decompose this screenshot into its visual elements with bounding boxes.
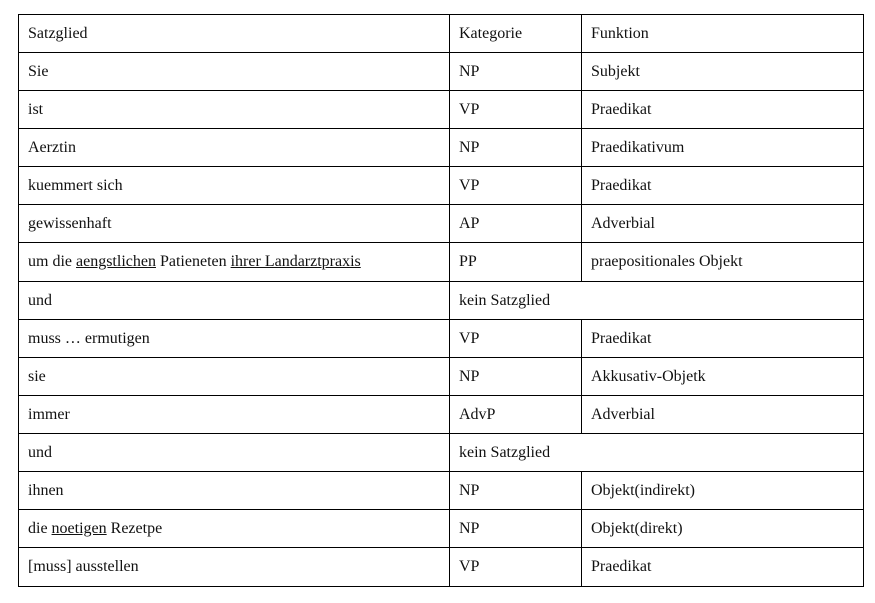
cell-kategorie: NP bbox=[450, 129, 582, 167]
cell-satzglied: kuemmert sich bbox=[19, 167, 450, 205]
header-row bbox=[19, 15, 864, 53]
underlined-segment: aengstlichen bbox=[76, 253, 156, 270]
cell-merged: kein Satzglied bbox=[450, 282, 864, 320]
cell-funktion: Adverbial bbox=[582, 396, 864, 434]
table-row bbox=[19, 243, 864, 282]
table-row bbox=[19, 358, 864, 396]
cell-funktion: Subjekt bbox=[582, 53, 864, 91]
cell-kategorie: AP bbox=[450, 205, 582, 243]
cell-funktion: Praedikat bbox=[582, 320, 864, 358]
underlined-segment: ihrer Landarztpraxis bbox=[230, 253, 361, 270]
text-segment: Patieneten bbox=[155, 253, 231, 270]
table-row bbox=[19, 205, 864, 243]
cell-kategorie: VP bbox=[450, 167, 582, 205]
cell-kategorie: PP bbox=[450, 243, 582, 282]
cell-kategorie: VP bbox=[450, 320, 582, 358]
cell-funktion: Praedikat bbox=[582, 91, 864, 129]
cell-kategorie: NP bbox=[450, 510, 582, 548]
cell-funktion: Praedikativum bbox=[582, 129, 864, 167]
cell-kategorie: AdvP bbox=[450, 396, 582, 434]
cell-kategorie: NP bbox=[450, 472, 582, 510]
cell-kategorie: VP bbox=[450, 548, 582, 587]
cell-satzglied: und bbox=[19, 282, 450, 320]
table-row bbox=[19, 396, 864, 434]
cell-satzglied: Sie bbox=[19, 53, 450, 91]
table-row bbox=[19, 282, 864, 320]
table-row bbox=[19, 167, 864, 205]
cell-satzglied: ist bbox=[19, 91, 450, 129]
cell-funktion: praepositionales Objekt bbox=[582, 243, 864, 282]
cell-funktion: Adverbial bbox=[582, 205, 864, 243]
cell-funktion: Objekt(indirekt) bbox=[582, 472, 864, 510]
cell-satzglied: ihnen bbox=[19, 472, 450, 510]
cell-funktion: Praedikat bbox=[582, 548, 864, 587]
cell-funktion: Praedikat bbox=[582, 167, 864, 205]
cell-kategorie: NP bbox=[450, 53, 582, 91]
cell-satzglied: [muss] ausstellen bbox=[19, 548, 450, 587]
cell-satzglied: muss … ermutigen bbox=[19, 320, 450, 358]
cell-satzglied: immer bbox=[19, 396, 450, 434]
cell-satzglied: und bbox=[19, 434, 450, 472]
satzglied-table bbox=[18, 14, 864, 587]
cell-satzglied: gewissenhaft bbox=[19, 205, 450, 243]
table-row bbox=[19, 53, 864, 91]
header-kategorie: Kategorie bbox=[450, 15, 582, 53]
cell-satzglied bbox=[19, 510, 450, 548]
table-row bbox=[19, 320, 864, 358]
header-satzglied: Satzglied bbox=[19, 15, 450, 53]
text-segment: die bbox=[28, 519, 52, 537]
text-segment: um die bbox=[28, 253, 76, 270]
table-row bbox=[19, 510, 864, 548]
header-funktion: Funktion bbox=[582, 15, 864, 53]
cell-satzglied bbox=[19, 243, 450, 282]
table-row bbox=[19, 129, 864, 167]
cell-satzglied: Aerztin bbox=[19, 129, 450, 167]
cell-funktion: Objekt(direkt) bbox=[582, 510, 864, 548]
table-row bbox=[19, 434, 864, 472]
table-row bbox=[19, 548, 864, 587]
table-row bbox=[19, 472, 864, 510]
text-segment: Rezetpe bbox=[106, 519, 163, 537]
cell-kategorie: NP bbox=[450, 358, 582, 396]
cell-kategorie: VP bbox=[450, 91, 582, 129]
cell-funktion: Akkusativ-Objetk bbox=[582, 358, 864, 396]
cell-merged: kein Satzglied bbox=[450, 434, 864, 472]
cell-satzglied: sie bbox=[19, 358, 450, 396]
table-row bbox=[19, 91, 864, 129]
underlined-segment: noetigen bbox=[51, 519, 107, 537]
